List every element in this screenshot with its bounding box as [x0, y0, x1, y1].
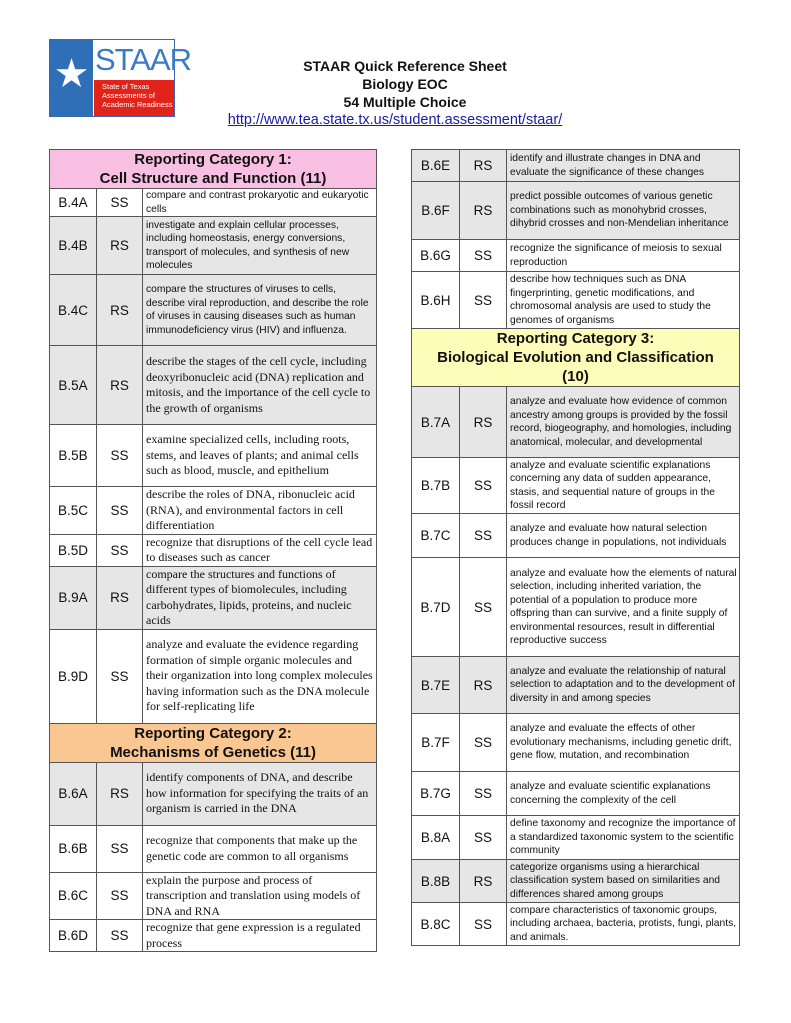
- logo-wordmark: STAAR: [95, 42, 192, 77]
- standard-code: B.9D: [50, 629, 97, 723]
- category-title: Mechanisms of Genetics (11): [110, 743, 316, 761]
- standard-code: B.6H: [412, 272, 460, 329]
- standard-type: SS: [97, 629, 143, 723]
- table-row: [412, 514, 740, 558]
- standard-type: RS: [460, 150, 507, 182]
- table-row: [50, 275, 377, 346]
- standard-code: B.5D: [50, 534, 97, 566]
- category-header: [50, 150, 377, 189]
- standard-code: B.4C: [50, 275, 97, 346]
- table-row: [50, 872, 377, 920]
- table-row: [50, 534, 377, 566]
- standard-code: B.8A: [412, 816, 460, 860]
- table-row: [412, 458, 740, 514]
- standard-type: SS: [460, 514, 507, 558]
- standard-description: analyze and evaluate how evidence of common ancestry among groups is provided by the fossil record, biogeography, and homologies, including anatomical, molecular, and developmental: [507, 387, 740, 458]
- standard-description: compare the structures and functions of different types of biomolecules, including carbohydrates, lipids, proteins, and nucleic acids: [143, 566, 377, 629]
- standard-type: SS: [97, 825, 143, 872]
- standard-code: B.6F: [412, 182, 460, 240]
- standard-description: analyze and evaluate how the elements of natural selection, including inherited variation, the potential of a population to produce more offspring than can survive, and a finite supply of environmental resources, result in differential reproductive success: [507, 558, 740, 657]
- standard-type: RS: [460, 182, 507, 240]
- standard-code: B.7C: [412, 514, 460, 558]
- standard-code: B.8B: [412, 860, 460, 903]
- table-row: [50, 425, 377, 487]
- table-row: [50, 566, 377, 629]
- category-count: (10): [562, 368, 589, 385]
- standard-code: B.9A: [50, 566, 97, 629]
- standard-type: RS: [97, 566, 143, 629]
- page-title: STAAR Quick Reference Sheet: [303, 58, 507, 74]
- table-row: [412, 772, 740, 816]
- standard-code: B.7D: [412, 558, 460, 657]
- standard-type: RS: [460, 657, 507, 714]
- standard-description: examine specialized cells, including roots, stems, and leaves of plants; and animal cells such as blood, muscle, and epithelium: [143, 425, 377, 487]
- standard-description: recognize the significance of meiosis to sexual reproduction: [507, 240, 740, 272]
- standard-description: analyze and evaluate how natural selection produces change in populations, not individuals: [507, 514, 740, 558]
- standard-type: SS: [460, 714, 507, 772]
- standard-description: recognize that disruptions of the cell cycle lead to diseases such as cancer: [143, 534, 377, 566]
- standard-code: B.4B: [50, 217, 97, 275]
- category-label: Reporting Category 2:: [134, 724, 292, 742]
- staar-link[interactable]: http://www.tea.state.tx.us/student.assessment/staar/: [227, 112, 563, 128]
- standard-type: SS: [97, 425, 143, 487]
- standard-description: identify components of DNA, and describe how information for specifying the traits of an organism is carried in the DNA: [143, 762, 377, 825]
- standard-code: B.4A: [50, 189, 97, 217]
- table-row: [412, 714, 740, 772]
- standard-code: B.6B: [50, 825, 97, 872]
- standard-description: recognize that components that make up the genetic code are common to all organisms: [143, 825, 377, 872]
- standard-description: analyze and evaluate the relationship of natural selection to adaptation and to the development of diversity in and among species: [507, 657, 740, 714]
- table-row: [50, 217, 377, 275]
- table-row: [412, 182, 740, 240]
- table-row: [50, 487, 377, 535]
- standard-description: compare the structures of viruses to cells, describe viral reproduction, and describe the role of viruses in causing diseases such as human immunodeficiency virus (HIV) and influenza.: [143, 275, 377, 346]
- standard-type: RS: [460, 387, 507, 458]
- category-title: Cell Structure and Function (11): [99, 170, 327, 187]
- standard-code: B.7G: [412, 772, 460, 816]
- standard-type: SS: [97, 920, 143, 952]
- standard-type: RS: [97, 217, 143, 275]
- standard-type: SS: [97, 872, 143, 920]
- standard-description: explain the purpose and process of transcription and translation using models of DNA and RNA: [143, 872, 377, 920]
- table-row: [412, 558, 740, 657]
- standard-description: define taxonomy and recognize the importance of a standardized taxonomic system to the scientific community: [507, 816, 740, 860]
- standard-description: describe the roles of DNA, ribonucleic acid (RNA), and environmental factors in cell differentiation: [143, 487, 377, 535]
- staar-logo: [49, 39, 192, 117]
- table-row: [412, 387, 740, 458]
- star-icon: ★: [53, 51, 90, 97]
- standard-description: identify and illustrate changes in DNA and evaluate the significance of these changes: [507, 150, 740, 182]
- standard-code: B.5C: [50, 487, 97, 535]
- standard-code: B.7B: [412, 458, 460, 514]
- standard-description: analyze and evaluate scientific explanations concerning the complexity of the cell: [507, 772, 740, 816]
- standard-type: SS: [460, 772, 507, 816]
- standard-code: B.6C: [50, 872, 97, 920]
- standard-type: SS: [460, 458, 507, 514]
- standard-type: SS: [460, 558, 507, 657]
- standard-type: RS: [97, 346, 143, 425]
- standard-type: SS: [97, 189, 143, 217]
- standard-type: SS: [460, 272, 507, 329]
- table-row: [412, 150, 740, 182]
- standard-type: RS: [97, 762, 143, 825]
- right-standards-table: [411, 149, 740, 946]
- table-row: [412, 240, 740, 272]
- standard-code: B.7F: [412, 714, 460, 772]
- table-row: [412, 860, 740, 903]
- standard-description: describe the stages of the cell cycle, including deoxyribonucleic acid (DNA) replication and mitosis, and the importance of the cell cycle to the growth of organisms: [143, 346, 377, 425]
- standard-description: compare characteristics of taxonomic groups, including archaea, bacteria, protists, fungi, plants, and animals.: [507, 903, 740, 946]
- standard-type: SS: [97, 487, 143, 535]
- table-row: [412, 272, 740, 329]
- category-label: Reporting Category 1:: [134, 151, 292, 168]
- table-row: [50, 629, 377, 723]
- standard-code: B.8C: [412, 903, 460, 946]
- standard-code: B.6D: [50, 920, 97, 952]
- standard-code: B.6G: [412, 240, 460, 272]
- table-row: [412, 657, 740, 714]
- category-header: [412, 329, 740, 387]
- logo-subtitle: State of Texas Assessments of Academic Readiness: [94, 80, 174, 116]
- category-label: Reporting Category 3:: [496, 330, 655, 347]
- left-standards-table: [49, 149, 377, 952]
- standard-description: describe how techniques such as DNA fingerprinting, genetic modifications, and chromosomal analysis are used to study the genomes of organisms: [507, 272, 740, 329]
- standard-description: analyze and evaluate the evidence regarding formation of simple organic molecules and their organization into long complex molecules having information such as the DNA molecule for self-replicating life: [143, 629, 377, 723]
- standard-description: categorize organisms using a hierarchical classification system based on similarities and differences shared among groups: [507, 860, 740, 903]
- standard-code: B.6A: [50, 762, 97, 825]
- table-row: [50, 825, 377, 872]
- table-row: [412, 816, 740, 860]
- standard-type: SS: [460, 903, 507, 946]
- subject-title: Biology EOC: [362, 76, 448, 92]
- standard-type: SS: [97, 534, 143, 566]
- standard-description: compare and contrast prokaryotic and eukaryotic cells: [143, 189, 377, 217]
- standard-type: SS: [460, 240, 507, 272]
- item-count: 54 Multiple Choice: [343, 94, 467, 110]
- table-row: [50, 920, 377, 952]
- standard-type: RS: [460, 860, 507, 903]
- standard-description: analyze and evaluate the effects of other evolutionary mechanisms, including genetic drift, gene flow, mutation, and recombination: [507, 714, 740, 772]
- standard-code: B.5A: [50, 346, 97, 425]
- table-row: [50, 762, 377, 825]
- category-title: Biological Evolution and Classification: [437, 349, 714, 366]
- standard-description: recognize that gene expression is a regulated process: [143, 920, 377, 952]
- standard-type: SS: [460, 816, 507, 860]
- standard-code: B.5B: [50, 425, 97, 487]
- standard-code: B.6E: [412, 150, 460, 182]
- standard-code: B.7A: [412, 387, 460, 458]
- table-row: [50, 189, 377, 217]
- standard-description: predict possible outcomes of various genetic combinations such as monohybrid crosses, dihybrid crosses and non-Mendelian inheritance: [507, 182, 740, 240]
- table-row: [412, 903, 740, 946]
- standard-code: B.7E: [412, 657, 460, 714]
- category-header: [50, 723, 377, 762]
- standard-type: RS: [97, 275, 143, 346]
- standard-description: investigate and explain cellular processes, including homeostasis, energy conversions, transport of molecules, and synthesis of new molecules: [143, 217, 377, 275]
- table-row: [50, 346, 377, 425]
- standard-description: analyze and evaluate scientific explanations concerning any data of sudden appearance, stasis, and sequential nature of groups in the fossil record: [507, 458, 740, 514]
